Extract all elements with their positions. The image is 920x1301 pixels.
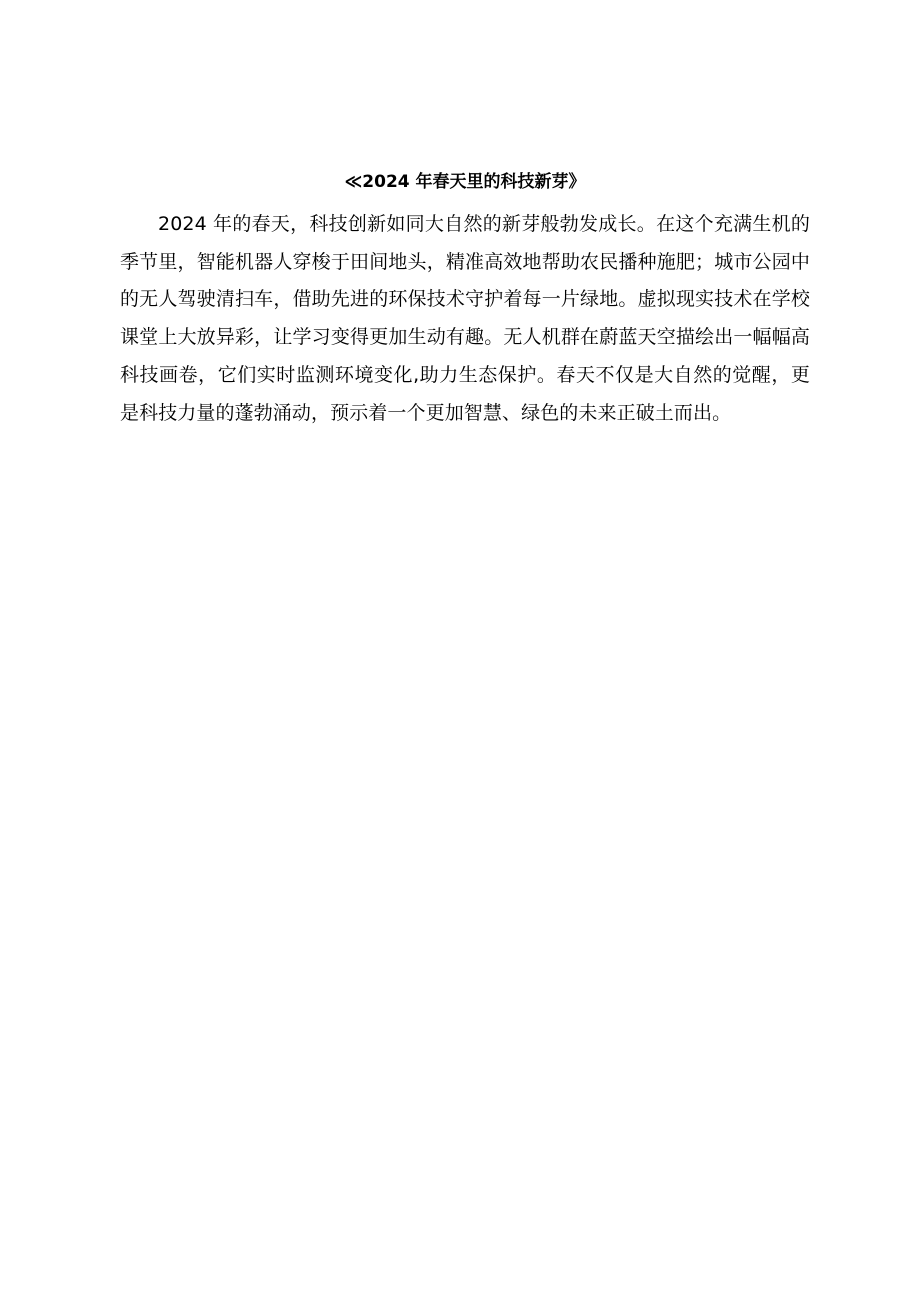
document-title: ≪2024 年春天里的科技新芽》: [344, 172, 586, 192]
document-body-paragraph: 2024 年的春天，科技创新如同大自然的新芽般勃发成长。在这个充满生机的季节里，智能机器人穿梭于田间地头，精准高效地帮助农民播种施肥；城市公园中的无人驾驶清扫车，借助先进的环保技术守护着每一片绿地。虚拟现实技术在学校课堂上大放异彩，让学习变得更加生动有趣。无人机群在蔚蓝天空描绘出一幅幅高科技画卷，它们实时监测环境变化,助力生态保护。春天不仅是大自然的觉醒，更是科技力量的蓬勃涌动，预示着一个更加智慧、绿色的未来正破土而出。: [120, 213, 810, 424]
